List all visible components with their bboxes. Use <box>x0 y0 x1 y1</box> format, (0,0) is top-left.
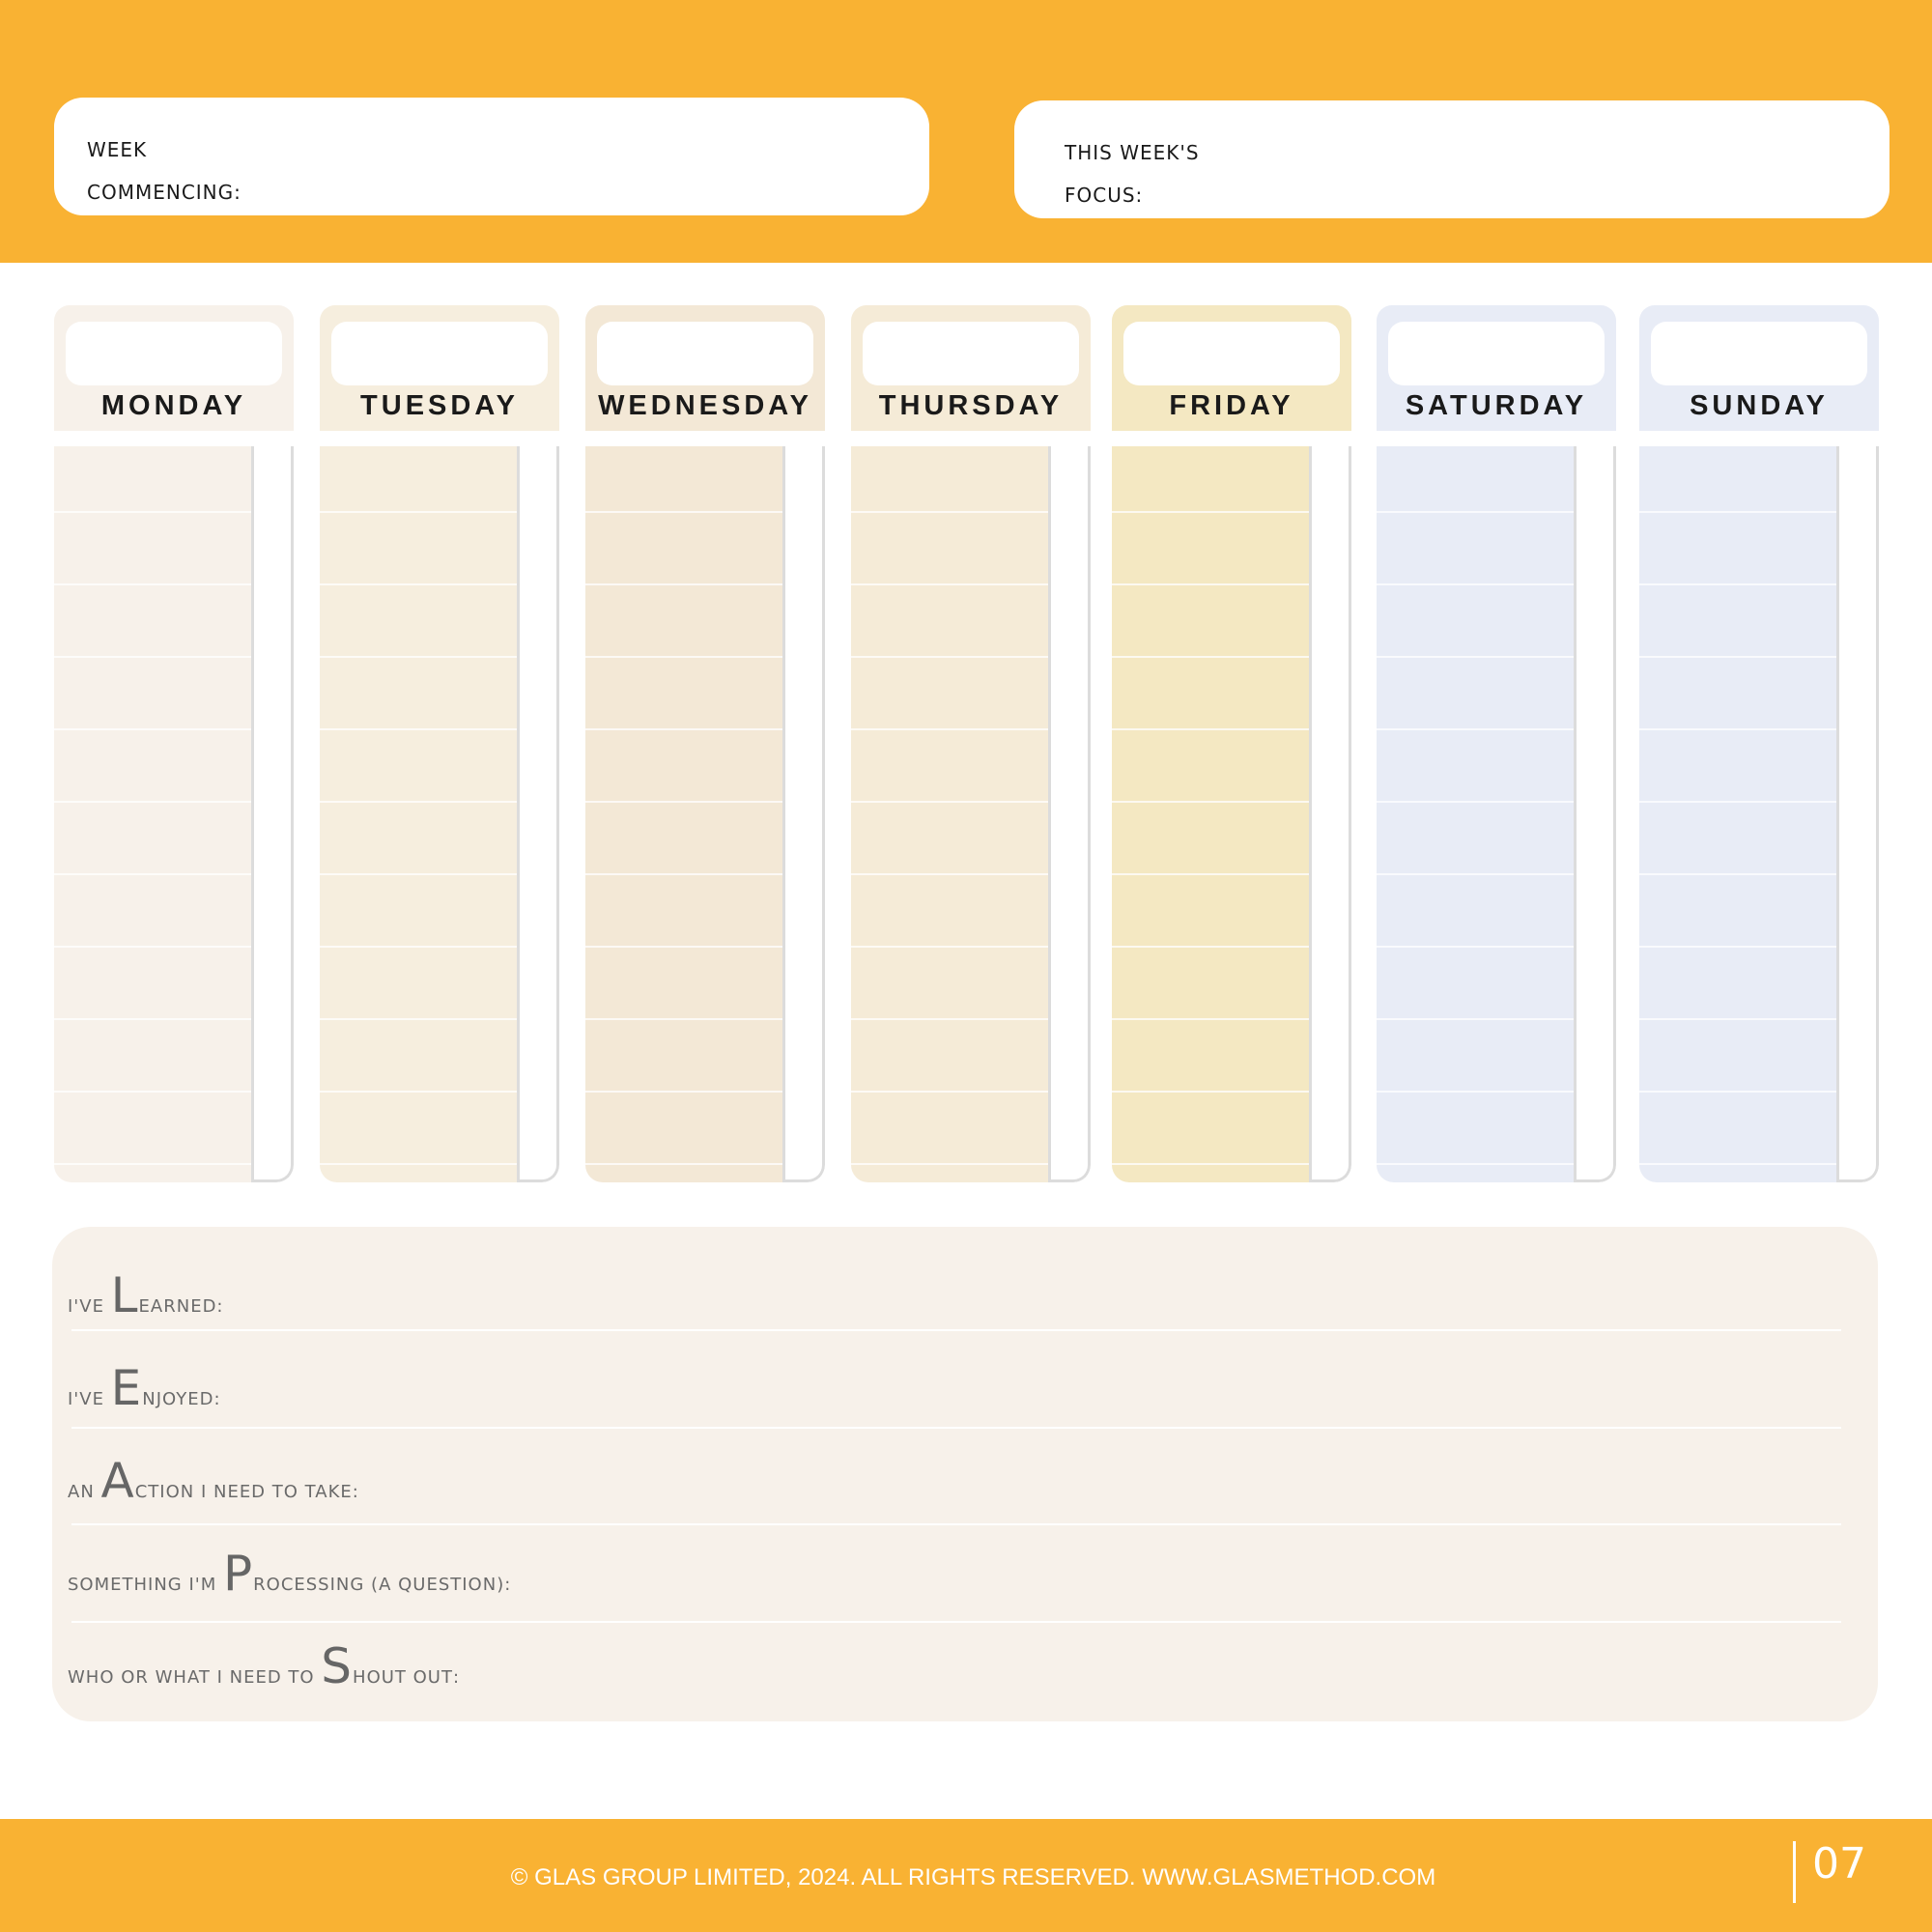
reflection-learned[interactable] <box>68 1267 224 1323</box>
day-checkbox-strip[interactable] <box>517 446 559 1182</box>
day-notes-area[interactable] <box>585 446 782 1182</box>
reflection-action[interactable] <box>68 1453 359 1509</box>
day-column-saturday <box>1377 305 1616 1182</box>
reflection-panel <box>52 1227 1878 1721</box>
reflection-prefix: an <box>68 1475 101 1504</box>
day-header <box>320 305 559 431</box>
day-column-monday <box>54 305 294 1182</box>
day-column-tuesday <box>320 305 559 1182</box>
reflection-shout-out[interactable] <box>68 1638 460 1694</box>
day-header <box>585 305 825 431</box>
day-label: SUNDAY <box>1690 390 1829 421</box>
day-checkbox-strip[interactable] <box>251 446 294 1182</box>
day-column-wednesday <box>585 305 825 1182</box>
day-label: WEDNESDAY <box>598 390 812 421</box>
day-planner-area[interactable] <box>54 446 294 1182</box>
day-checkbox-strip[interactable] <box>1836 446 1879 1182</box>
reflection-processing[interactable] <box>68 1546 511 1602</box>
day-label: FRIDAY <box>1169 390 1294 421</box>
reflection-initial: E <box>110 1360 143 1416</box>
reflection-initial: P <box>222 1546 254 1602</box>
reflection-suffix: ction i need to take: <box>134 1475 359 1504</box>
date-input-box[interactable] <box>1651 322 1867 385</box>
date-input-box[interactable] <box>331 322 548 385</box>
day-planner-area[interactable] <box>1377 446 1616 1182</box>
day-column-thursday <box>851 305 1091 1182</box>
reflection-suffix: rocessing (a question): <box>253 1568 512 1597</box>
reflection-suffix: earned: <box>138 1290 224 1319</box>
copyright-footer: © GLAS GROUP LIMITED, 2024. ALL RIGHTS RESERVED. WWW.GLASMETHOD.COM <box>510 1864 1436 1890</box>
weekly-focus-label-line1: this week's <box>1065 134 1200 166</box>
reflection-prefix: something i'm <box>68 1568 223 1597</box>
reflection-prefix: i've <box>68 1382 111 1411</box>
reflection-initial: A <box>100 1453 135 1509</box>
day-column-friday <box>1112 305 1351 1182</box>
day-planner-area[interactable] <box>1112 446 1351 1182</box>
day-notes-area[interactable] <box>1639 446 1836 1182</box>
day-header <box>1112 305 1351 431</box>
day-column-sunday <box>1639 305 1879 1182</box>
day-checkbox-strip[interactable] <box>1309 446 1351 1182</box>
day-label: TUESDAY <box>360 390 519 421</box>
writing-line <box>71 1329 1841 1331</box>
week-commencing-label-line1: week <box>87 131 148 163</box>
date-input-box[interactable] <box>1388 322 1605 385</box>
page-number-divider <box>1793 1841 1796 1903</box>
reflection-initial: S <box>321 1638 354 1694</box>
date-input-box[interactable] <box>597 322 813 385</box>
reflection-prefix: i've <box>68 1290 111 1319</box>
date-input-box[interactable] <box>1123 322 1340 385</box>
writing-line <box>71 1523 1841 1525</box>
day-notes-area[interactable] <box>851 446 1048 1182</box>
day-planner-area[interactable] <box>851 446 1091 1182</box>
day-header <box>1377 305 1616 431</box>
day-checkbox-strip[interactable] <box>1574 446 1616 1182</box>
day-label: THURSDAY <box>878 390 1064 421</box>
day-header <box>1639 305 1879 431</box>
day-label: MONDAY <box>100 390 247 421</box>
day-header <box>54 305 294 431</box>
week-commencing-field[interactable] <box>54 98 929 215</box>
reflection-suffix: njoyed: <box>142 1382 221 1411</box>
day-planner-area[interactable] <box>585 446 825 1182</box>
day-checkbox-strip[interactable] <box>782 446 825 1182</box>
writing-line <box>71 1427 1841 1429</box>
day-notes-area[interactable] <box>320 446 517 1182</box>
day-checkbox-strip[interactable] <box>1048 446 1091 1182</box>
day-planner-area[interactable] <box>1639 446 1879 1182</box>
weekly-focus-field[interactable] <box>1014 100 1889 218</box>
reflection-prefix: who or what i need to <box>68 1661 322 1690</box>
reflection-initial: L <box>110 1267 139 1323</box>
date-input-box[interactable] <box>863 322 1079 385</box>
weekly-focus-label-line2: focus: <box>1065 177 1144 209</box>
writing-line <box>71 1621 1841 1623</box>
date-input-box[interactable] <box>66 322 282 385</box>
day-notes-area[interactable] <box>1377 446 1574 1182</box>
day-planner-area[interactable] <box>320 446 559 1182</box>
reflection-suffix: hout out: <box>353 1661 461 1690</box>
day-notes-area[interactable] <box>54 446 251 1182</box>
day-label: SATURDAY <box>1405 390 1588 421</box>
page-number: 07 <box>1812 1839 1866 1889</box>
day-header <box>851 305 1091 431</box>
reflection-enjoyed[interactable] <box>68 1360 221 1416</box>
week-commencing-label-line2: commencing: <box>87 174 242 206</box>
day-notes-area[interactable] <box>1112 446 1309 1182</box>
